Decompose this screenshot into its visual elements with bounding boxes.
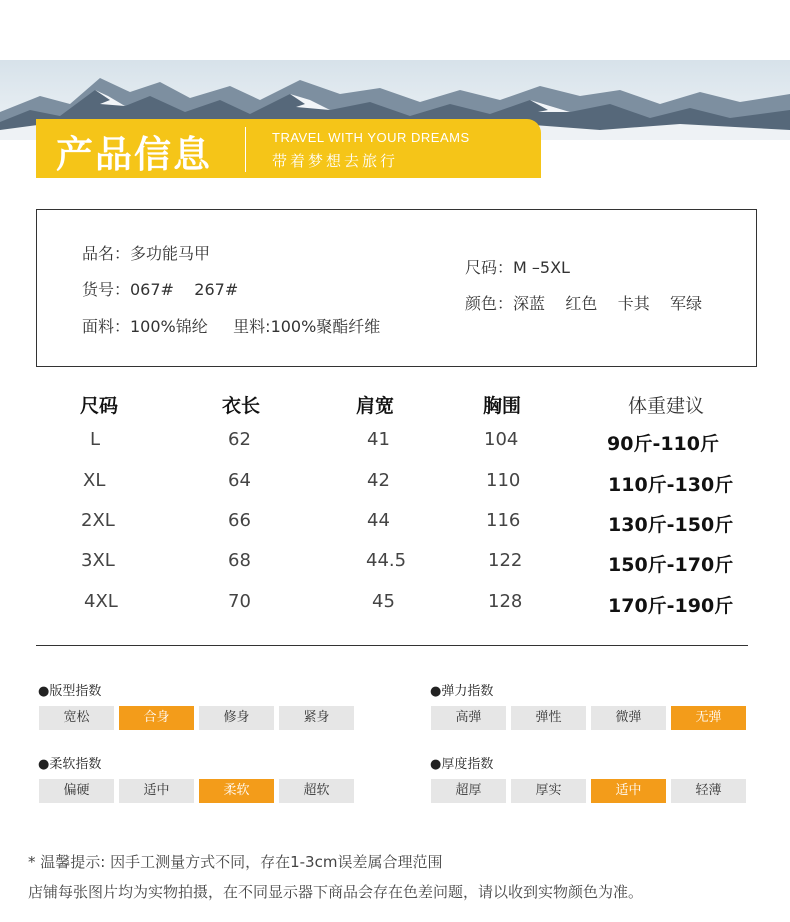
fit-index-title: ●版型指数 [38,684,102,699]
cell-size: 3XL [81,550,115,571]
cell-size: 4XL [84,591,118,612]
softness-option: 偏硬 [39,779,114,803]
cell-shoulder: 45 [372,591,395,612]
table-header-size: 尺码 [80,395,119,417]
cell-length: 64 [228,470,251,491]
thickness-option: 适中 [591,779,666,803]
cell-chest: 128 [488,591,523,612]
table-header-chest: 胸围 [483,395,522,417]
cell-chest: 110 [486,470,521,491]
softness-index-title: ●柔软指数 [38,757,102,772]
elasticity-option: 高弹 [431,706,506,730]
cell-length: 62 [228,429,251,450]
cell-size: XL [83,470,106,491]
elasticity-option: 微弹 [591,706,666,730]
page-title: 产品信息 [56,133,212,176]
cell-length: 70 [228,591,251,612]
cell-weight: 130斤-150斤 [608,514,734,536]
cell-shoulder: 44 [367,510,390,531]
product-code: 货号：067# 267# [82,280,239,299]
tip-color-difference: 店铺每张图片均为实物拍摄，在不同显示器下商品会存在色差问题，请以收到实物颜色为准。 [28,883,644,901]
fit-option: 修身 [199,706,274,730]
cell-length: 66 [228,510,251,531]
softness-option: 超软 [279,779,354,803]
title-divider [245,127,246,172]
fit-option: 宽松 [39,706,114,730]
cell-chest: 122 [488,550,523,571]
elasticity-option: 无弹 [671,706,746,730]
table-header-weight: 体重建议 [628,395,705,417]
title-slogan-en: TRAVEL WITH YOUR DREAMS [272,130,470,145]
cell-shoulder: 44.5 [366,550,407,571]
product-colors: 颜色：深蓝 红色 卡其 军绿 [465,294,703,313]
product-material: 面料：100%锦纶 里料:100%聚酯纤维 [82,317,381,336]
softness-option: 柔软 [199,779,274,803]
elasticity-index-title: ●弹力指数 [430,684,494,699]
thickness-option: 超厚 [431,779,506,803]
fit-option: 合身 [119,706,194,730]
cell-weight: 150斤-170斤 [608,554,734,576]
cell-shoulder: 42 [367,470,390,491]
thickness-option: 轻薄 [671,779,746,803]
product-name: 品名：多功能马甲 [82,244,211,263]
table-divider [36,645,748,646]
fit-option: 紧身 [279,706,354,730]
cell-length: 68 [228,550,251,571]
thickness-option: 厚实 [511,779,586,803]
title-slogan-cn: 带着梦想去旅行 [272,152,399,170]
tip-measurement: * 温馨提示: 因手工测量方式不同，存在1-3cm误差属合理范围 [28,853,443,871]
cell-shoulder: 41 [367,429,390,450]
cell-size: 2XL [81,510,115,531]
cell-size: L [90,429,101,450]
cell-weight: 90斤-110斤 [607,433,719,455]
table-header-shoulder: 肩宽 [356,395,395,417]
table-header-length: 衣长 [222,395,261,417]
thickness-index-title: ●厚度指数 [430,757,494,772]
cell-weight: 170斤-190斤 [608,595,734,617]
elasticity-option: 弹性 [511,706,586,730]
softness-option: 适中 [119,779,194,803]
cell-weight: 110斤-130斤 [608,474,734,496]
cell-chest: 104 [484,429,519,450]
product-size: 尺码：M –5XL [465,258,570,277]
cell-chest: 116 [486,510,521,531]
